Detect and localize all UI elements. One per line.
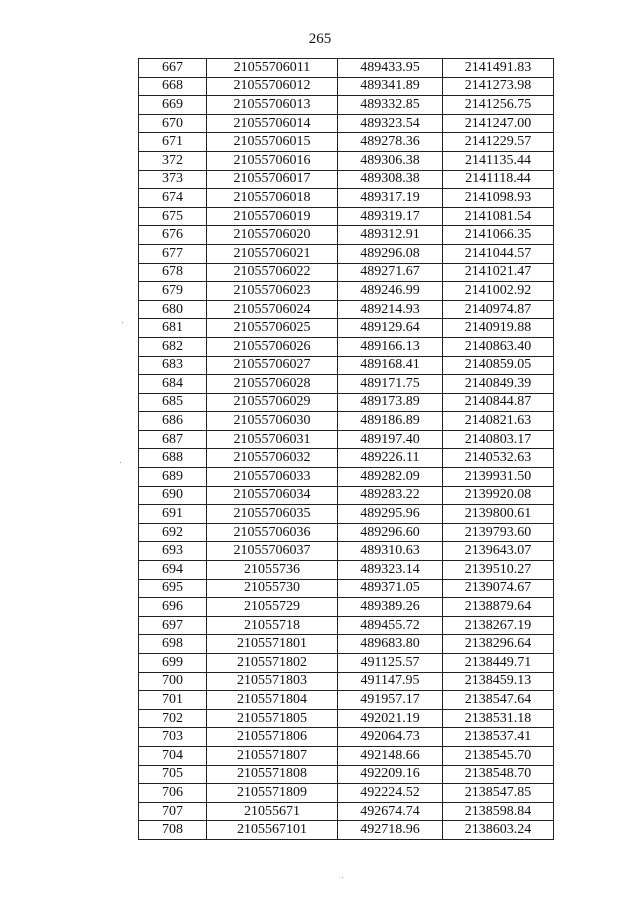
point-id-cell: 2105571802 bbox=[207, 654, 338, 673]
table-row bbox=[139, 412, 554, 431]
point-id-cell: 21055706024 bbox=[207, 300, 338, 319]
y-coordinate-cell: 2138603.24 bbox=[443, 821, 554, 840]
point-id-cell: 21055706023 bbox=[207, 282, 338, 301]
point-number-cell: 685 bbox=[139, 393, 207, 412]
x-coordinate-cell: 492064.73 bbox=[338, 728, 443, 747]
x-coordinate-cell: 489296.08 bbox=[338, 244, 443, 263]
table-row bbox=[139, 263, 554, 282]
table-row bbox=[139, 542, 554, 561]
point-number-cell: 702 bbox=[139, 709, 207, 728]
point-id-cell: 21055706031 bbox=[207, 430, 338, 449]
y-coordinate-cell: 2138545.70 bbox=[443, 746, 554, 765]
x-coordinate-cell: 489271.67 bbox=[338, 263, 443, 282]
point-id-cell: 21055706013 bbox=[207, 96, 338, 115]
point-id-cell: 2105571808 bbox=[207, 765, 338, 784]
x-coordinate-cell: 492718.96 bbox=[338, 821, 443, 840]
y-coordinate-cell: 2139920.08 bbox=[443, 486, 554, 505]
point-id-cell: 21055706016 bbox=[207, 151, 338, 170]
table-row bbox=[139, 468, 554, 487]
table-row bbox=[139, 765, 554, 784]
y-coordinate-cell: 2141229.57 bbox=[443, 133, 554, 152]
table-row bbox=[139, 691, 554, 710]
y-coordinate-cell: 2140803.17 bbox=[443, 430, 554, 449]
scan-speck bbox=[342, 877, 343, 878]
y-coordinate-cell: 2141066.35 bbox=[443, 226, 554, 245]
y-coordinate-cell: 2139931.50 bbox=[443, 468, 554, 487]
point-number-cell: 682 bbox=[139, 337, 207, 356]
point-id-cell: 21055729 bbox=[207, 598, 338, 617]
x-coordinate-cell: 489129.64 bbox=[338, 319, 443, 338]
point-number-cell: 701 bbox=[139, 691, 207, 710]
table-row bbox=[139, 579, 554, 598]
table-row bbox=[139, 430, 554, 449]
point-id-cell: 21055706028 bbox=[207, 375, 338, 394]
y-coordinate-cell: 2140532.63 bbox=[443, 449, 554, 468]
x-coordinate-cell: 489323.14 bbox=[338, 561, 443, 580]
point-number-cell: 691 bbox=[139, 505, 207, 524]
point-id-cell: 21055706032 bbox=[207, 449, 338, 468]
x-coordinate-cell: 492148.66 bbox=[338, 746, 443, 765]
point-id-cell: 2105567101 bbox=[207, 821, 338, 840]
point-id-cell: 21055736 bbox=[207, 561, 338, 580]
point-number-cell: 679 bbox=[139, 282, 207, 301]
x-coordinate-cell: 489282.09 bbox=[338, 468, 443, 487]
x-coordinate-cell: 489296.60 bbox=[338, 523, 443, 542]
x-coordinate-cell: 489173.89 bbox=[338, 393, 443, 412]
table-row bbox=[139, 616, 554, 635]
y-coordinate-cell: 2141002.92 bbox=[443, 282, 554, 301]
x-coordinate-cell: 489278.36 bbox=[338, 133, 443, 152]
table-row bbox=[139, 96, 554, 115]
point-id-cell: 21055706027 bbox=[207, 356, 338, 375]
table-row bbox=[139, 449, 554, 468]
x-coordinate-cell: 489168.41 bbox=[338, 356, 443, 375]
table-row bbox=[139, 709, 554, 728]
y-coordinate-cell: 2138547.64 bbox=[443, 691, 554, 710]
point-number-cell: 697 bbox=[139, 616, 207, 635]
point-id-cell: 21055706037 bbox=[207, 542, 338, 561]
scan-speck bbox=[120, 462, 121, 463]
x-coordinate-cell: 489433.95 bbox=[338, 59, 443, 78]
y-coordinate-cell: 2139800.61 bbox=[443, 505, 554, 524]
y-coordinate-cell: 2138547.85 bbox=[443, 784, 554, 803]
x-coordinate-cell: 492209.16 bbox=[338, 765, 443, 784]
y-coordinate-cell: 2139643.07 bbox=[443, 542, 554, 561]
table-row bbox=[139, 523, 554, 542]
x-coordinate-cell: 489197.40 bbox=[338, 430, 443, 449]
y-coordinate-cell: 2140859.05 bbox=[443, 356, 554, 375]
y-coordinate-cell: 2141273.98 bbox=[443, 77, 554, 96]
x-coordinate-cell: 489226.11 bbox=[338, 449, 443, 468]
y-coordinate-cell: 2140849.39 bbox=[443, 375, 554, 394]
point-number-cell: 667 bbox=[139, 59, 207, 78]
point-number-cell: 689 bbox=[139, 468, 207, 487]
point-id-cell: 2105571803 bbox=[207, 672, 338, 691]
x-coordinate-cell: 491147.95 bbox=[338, 672, 443, 691]
table-row bbox=[139, 226, 554, 245]
table-row bbox=[139, 59, 554, 78]
point-number-cell: 670 bbox=[139, 114, 207, 133]
point-number-cell: 694 bbox=[139, 561, 207, 580]
y-coordinate-cell: 2138449.71 bbox=[443, 654, 554, 673]
x-coordinate-cell: 492674.74 bbox=[338, 802, 443, 821]
table-row bbox=[139, 114, 554, 133]
x-coordinate-cell: 491125.57 bbox=[338, 654, 443, 673]
point-number-cell: 703 bbox=[139, 728, 207, 747]
point-number-cell: 684 bbox=[139, 375, 207, 394]
y-coordinate-cell: 2138267.19 bbox=[443, 616, 554, 635]
x-coordinate-cell: 489389.26 bbox=[338, 598, 443, 617]
point-id-cell: 2105571809 bbox=[207, 784, 338, 803]
table-row bbox=[139, 598, 554, 617]
point-number-cell: 669 bbox=[139, 96, 207, 115]
table-row bbox=[139, 77, 554, 96]
table-row bbox=[139, 300, 554, 319]
point-id-cell: 21055706034 bbox=[207, 486, 338, 505]
page-number: 265 bbox=[308, 31, 332, 47]
point-id-cell: 21055671 bbox=[207, 802, 338, 821]
point-number-cell: 678 bbox=[139, 263, 207, 282]
table-row bbox=[139, 728, 554, 747]
x-coordinate-cell: 489186.89 bbox=[338, 412, 443, 431]
y-coordinate-cell: 2140844.87 bbox=[443, 393, 554, 412]
table-row bbox=[139, 635, 554, 654]
point-id-cell: 21055706011 bbox=[207, 59, 338, 78]
point-id-cell: 2105571805 bbox=[207, 709, 338, 728]
point-number-cell: 704 bbox=[139, 746, 207, 765]
x-coordinate-cell: 489308.38 bbox=[338, 170, 443, 189]
point-id-cell: 2105571806 bbox=[207, 728, 338, 747]
x-coordinate-cell: 489683.80 bbox=[338, 635, 443, 654]
x-coordinate-cell: 491957.17 bbox=[338, 691, 443, 710]
point-id-cell: 21055706033 bbox=[207, 468, 338, 487]
point-id-cell: 21055706018 bbox=[207, 189, 338, 208]
table-row bbox=[139, 821, 554, 840]
point-number-cell: 687 bbox=[139, 430, 207, 449]
point-id-cell: 21055706019 bbox=[207, 207, 338, 226]
table-row bbox=[139, 375, 554, 394]
y-coordinate-cell: 2138459.13 bbox=[443, 672, 554, 691]
table-row bbox=[139, 207, 554, 226]
x-coordinate-cell: 489317.19 bbox=[338, 189, 443, 208]
y-coordinate-cell: 2141247.00 bbox=[443, 114, 554, 133]
y-coordinate-cell: 2138598.84 bbox=[443, 802, 554, 821]
point-id-cell: 21055706030 bbox=[207, 412, 338, 431]
point-number-cell: 674 bbox=[139, 189, 207, 208]
table-row bbox=[139, 393, 554, 412]
point-id-cell: 21055706035 bbox=[207, 505, 338, 524]
table-row bbox=[139, 486, 554, 505]
point-number-cell: 700 bbox=[139, 672, 207, 691]
point-number-cell: 699 bbox=[139, 654, 207, 673]
y-coordinate-cell: 2140974.87 bbox=[443, 300, 554, 319]
y-coordinate-cell: 2141491.83 bbox=[443, 59, 554, 78]
point-id-cell: 21055706015 bbox=[207, 133, 338, 152]
point-id-cell: 21055706012 bbox=[207, 77, 338, 96]
x-coordinate-cell: 489371.05 bbox=[338, 579, 443, 598]
point-id-cell: 21055706020 bbox=[207, 226, 338, 245]
point-id-cell: 21055706017 bbox=[207, 170, 338, 189]
point-number-cell: 686 bbox=[139, 412, 207, 431]
point-number-cell: 708 bbox=[139, 821, 207, 840]
y-coordinate-cell: 2138548.70 bbox=[443, 765, 554, 784]
y-coordinate-cell: 2138879.64 bbox=[443, 598, 554, 617]
point-id-cell: 2105571804 bbox=[207, 691, 338, 710]
x-coordinate-cell: 489171.75 bbox=[338, 375, 443, 394]
table-row bbox=[139, 133, 554, 152]
y-coordinate-cell: 2140919.88 bbox=[443, 319, 554, 338]
point-number-cell: 681 bbox=[139, 319, 207, 338]
point-id-cell: 2105571801 bbox=[207, 635, 338, 654]
x-coordinate-cell: 489214.93 bbox=[338, 300, 443, 319]
table-row bbox=[139, 672, 554, 691]
x-coordinate-cell: 489306.38 bbox=[338, 151, 443, 170]
table-row bbox=[139, 505, 554, 524]
y-coordinate-cell: 2140821.63 bbox=[443, 412, 554, 431]
point-id-cell: 21055718 bbox=[207, 616, 338, 635]
x-coordinate-cell: 489332.85 bbox=[338, 96, 443, 115]
point-number-cell: 671 bbox=[139, 133, 207, 152]
table-row bbox=[139, 802, 554, 821]
y-coordinate-cell: 2141044.57 bbox=[443, 244, 554, 263]
point-number-cell: 372 bbox=[139, 151, 207, 170]
y-coordinate-cell: 2139074.67 bbox=[443, 579, 554, 598]
table-row bbox=[139, 654, 554, 673]
table-row bbox=[139, 170, 554, 189]
table-row bbox=[139, 561, 554, 580]
point-id-cell: 21055706025 bbox=[207, 319, 338, 338]
point-number-cell: 705 bbox=[139, 765, 207, 784]
x-coordinate-cell: 489246.99 bbox=[338, 282, 443, 301]
coordinates-table bbox=[138, 58, 554, 840]
table-row bbox=[139, 244, 554, 263]
point-id-cell: 21055706014 bbox=[207, 114, 338, 133]
point-number-cell: 668 bbox=[139, 77, 207, 96]
x-coordinate-cell: 489295.96 bbox=[338, 505, 443, 524]
point-id-cell: 21055706029 bbox=[207, 393, 338, 412]
x-coordinate-cell: 489455.72 bbox=[338, 616, 443, 635]
point-number-cell: 677 bbox=[139, 244, 207, 263]
point-number-cell: 675 bbox=[139, 207, 207, 226]
y-coordinate-cell: 2139510.27 bbox=[443, 561, 554, 580]
x-coordinate-cell: 489166.13 bbox=[338, 337, 443, 356]
scan-speck bbox=[122, 322, 123, 323]
x-coordinate-cell: 489310.63 bbox=[338, 542, 443, 561]
table-row bbox=[139, 151, 554, 170]
table-row bbox=[139, 746, 554, 765]
y-coordinate-cell: 2141081.54 bbox=[443, 207, 554, 226]
x-coordinate-cell: 489341.89 bbox=[338, 77, 443, 96]
point-number-cell: 373 bbox=[139, 170, 207, 189]
y-coordinate-cell: 2141118.44 bbox=[443, 170, 554, 189]
y-coordinate-cell: 2141098.93 bbox=[443, 189, 554, 208]
point-number-cell: 676 bbox=[139, 226, 207, 245]
point-number-cell: 680 bbox=[139, 300, 207, 319]
point-id-cell: 21055706021 bbox=[207, 244, 338, 263]
x-coordinate-cell: 492224.52 bbox=[338, 784, 443, 803]
table-row bbox=[139, 356, 554, 375]
x-coordinate-cell: 489312.91 bbox=[338, 226, 443, 245]
table-row bbox=[139, 282, 554, 301]
point-number-cell: 707 bbox=[139, 802, 207, 821]
coordinates-table-body bbox=[139, 59, 554, 840]
point-id-cell: 21055706036 bbox=[207, 523, 338, 542]
y-coordinate-cell: 2141256.75 bbox=[443, 96, 554, 115]
y-coordinate-cell: 2141021.47 bbox=[443, 263, 554, 282]
point-number-cell: 690 bbox=[139, 486, 207, 505]
y-coordinate-cell: 2138537.41 bbox=[443, 728, 554, 747]
point-number-cell: 693 bbox=[139, 542, 207, 561]
y-coordinate-cell: 2138531.18 bbox=[443, 709, 554, 728]
x-coordinate-cell: 489319.17 bbox=[338, 207, 443, 226]
point-number-cell: 695 bbox=[139, 579, 207, 598]
table-row bbox=[139, 784, 554, 803]
point-number-cell: 688 bbox=[139, 449, 207, 468]
y-coordinate-cell: 2138296.64 bbox=[443, 635, 554, 654]
point-id-cell: 21055706026 bbox=[207, 337, 338, 356]
table-row bbox=[139, 337, 554, 356]
point-id-cell: 2105571807 bbox=[207, 746, 338, 765]
x-coordinate-cell: 489323.54 bbox=[338, 114, 443, 133]
point-id-cell: 21055730 bbox=[207, 579, 338, 598]
y-coordinate-cell: 2139793.60 bbox=[443, 523, 554, 542]
x-coordinate-cell: 489283.22 bbox=[338, 486, 443, 505]
y-coordinate-cell: 2140863.40 bbox=[443, 337, 554, 356]
point-number-cell: 683 bbox=[139, 356, 207, 375]
table-row bbox=[139, 319, 554, 338]
table-row bbox=[139, 189, 554, 208]
point-number-cell: 698 bbox=[139, 635, 207, 654]
point-number-cell: 692 bbox=[139, 523, 207, 542]
point-number-cell: 706 bbox=[139, 784, 207, 803]
point-id-cell: 21055706022 bbox=[207, 263, 338, 282]
x-coordinate-cell: 492021.19 bbox=[338, 709, 443, 728]
y-coordinate-cell: 2141135.44 bbox=[443, 151, 554, 170]
point-number-cell: 696 bbox=[139, 598, 207, 617]
